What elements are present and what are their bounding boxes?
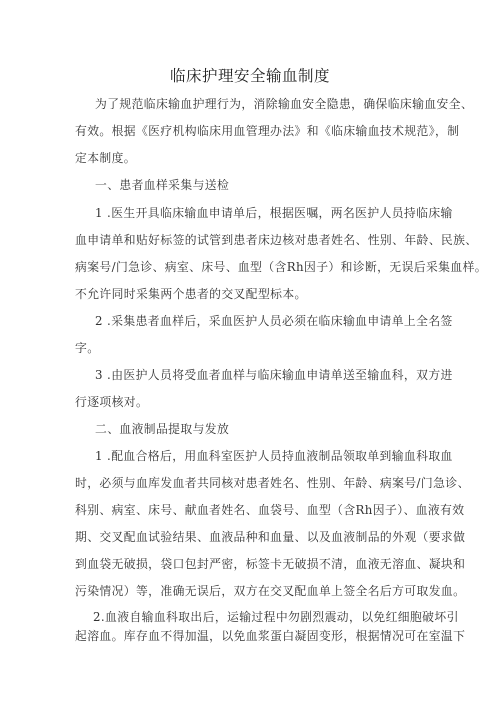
section-heading: 二、血液制品提取与发放 <box>95 422 230 436</box>
paragraph-line: 科别、病室、床号、献血者姓名、血袋号、血型（含Rh因子）、血液有效 <box>75 503 465 517</box>
paragraph-line: 1 .配血合格后，用血科室医护人员持血液制品领取单到输血科取血 <box>95 449 453 463</box>
paragraph-line: 到血袋无破损，袋口包封严密，标签卡无破损不清，血液无溶血、凝块和 <box>75 557 466 571</box>
paragraph-line: 3 .由医护人员将受血者血样与临床输血申请单送至输血科，双方进 <box>95 368 453 382</box>
paragraph-line: 不允许同时采集两个患者的交叉配型标本。 <box>75 287 307 301</box>
paragraph-line: 污染情况）等，准确无误后，双方在交叉配血单上签全名后方可取发血。 <box>75 584 466 598</box>
paragraph-line: 定本制度。 <box>75 151 136 165</box>
paragraph-line: 时，必须与血库发血者共同核对患者姓名、性别、年龄、病案号/门急诊、 <box>75 476 470 490</box>
paragraph-line: 2 .采集患者血样后，采血医护人员必须在临床输血申请单上全名签 <box>95 314 453 328</box>
paragraph-line: 病案号/门急诊、病室、床号、血型（含Rh因子）和诊断，无误后采集血样。 <box>75 260 487 274</box>
paragraph-line: 1 .医生开具临床输血申请单后，根据医嘱，两名医护人员持临床输 <box>95 206 453 220</box>
paragraph-line: 血申请单和贴好标签的试管到患者床边核对患者姓名、性别、年龄、民族、 <box>75 233 478 247</box>
section-heading: 一、患者血样采集与送检 <box>95 178 230 192</box>
document-title: 临床护理安全输血制度 <box>169 67 330 85</box>
paragraph-line: 起溶血。库存血不得加温，以免血浆蛋白凝固变形，根据情况可在室温下 <box>75 629 466 643</box>
paragraph-line: 为了规范临床输血护理行为，消除输血安全隐患，确保临床输血安全、 <box>95 97 474 111</box>
paragraph-line: 期、交叉配血试验结果、血液品种和血量、以及血液制品的外观（要求做 <box>75 530 466 544</box>
paragraph-line: 2.血液自输血科取出后，运输过程中勿剧烈震动，以免红细胞破坏引 <box>93 610 459 624</box>
paragraph-line: 有效。根据《医疗机构临床用血管理办法》和《临床输血技术规范》，制 <box>75 124 460 138</box>
paragraph-line: 行逐项核对。 <box>75 395 149 409</box>
paragraph-line: 字。 <box>75 341 100 355</box>
